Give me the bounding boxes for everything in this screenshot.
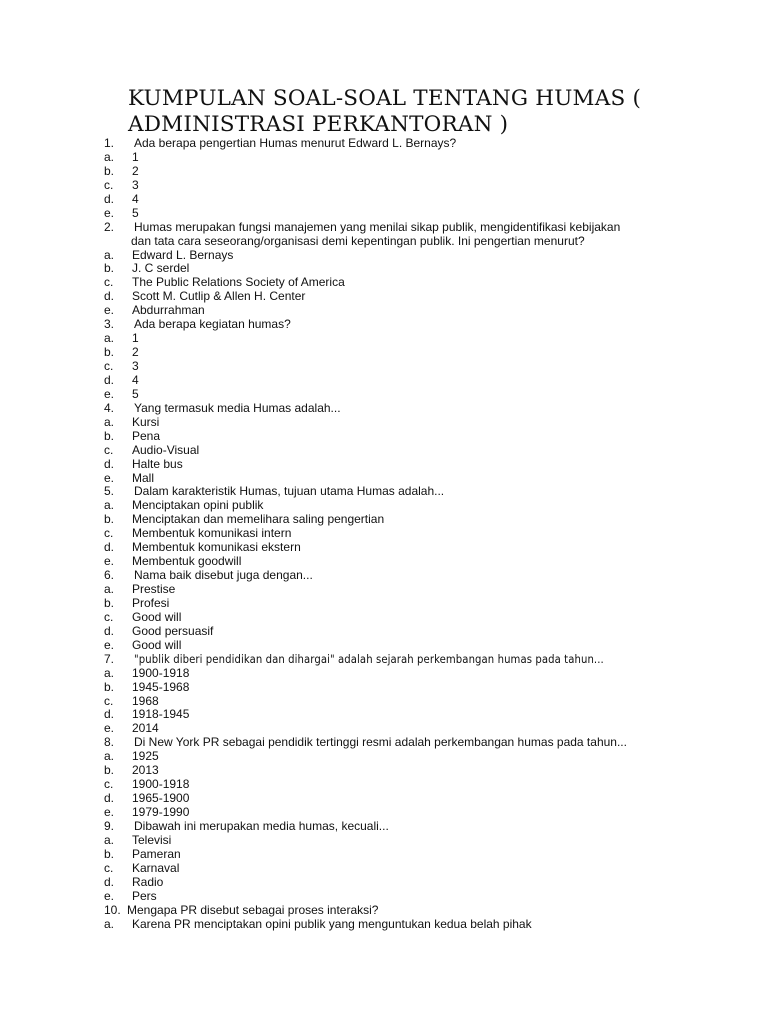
question-text: Ada berapa pengertian Humas menurut Edward L. Bernays? [134,136,457,150]
question-1 [104,137,734,151]
option-text: Membentuk goodwill [132,554,242,569]
option-letter: b. [104,679,115,694]
option-text: Membentuk komunikasi ekstern [132,540,301,555]
question-text: "publik diberi pendidikan dan dihargai" adalah sejarah perkembangan humas pada tahun... [134,652,604,666]
option-letter: d. [104,874,115,889]
answer-option [104,890,734,904]
option-text: 2 [132,345,139,360]
question-text: Yang termasuk media Humas adalah... [134,400,341,415]
option-letter: d. [104,707,115,722]
answer-option [104,792,734,806]
option-text: Pena [132,428,161,443]
option-text: 1900-1918 [132,665,190,680]
option-letter: e. [104,637,115,652]
answer-option [104,193,734,207]
answer-option [104,332,734,346]
option-letter: a. [104,414,115,429]
answer-option [104,708,734,722]
option-letter: c. [104,177,114,192]
question-2 [104,221,734,249]
question-text: Nama baik disebut juga dengan... [134,568,313,583]
question-number: 3. [104,317,115,332]
option-letter: c. [104,442,114,457]
answer-option [104,583,734,597]
answer-option [104,597,734,611]
option-text: Menciptakan dan memelihara saling pengertian [132,512,385,527]
question-4 [104,402,734,416]
question-5 [104,485,734,499]
question-number: 1. [104,136,115,150]
question-text: Di New York PR sebagai pendidik tertinggi resmi adalah perkembangan humas pada tahun... [134,735,627,750]
option-letter: c. [104,693,114,708]
answer-option [104,360,734,374]
option-text: 1965-1900 [132,791,190,806]
question-text [131,219,621,249]
answer-option [104,834,734,848]
option-text: 1945-1968 [132,679,190,694]
document-title [128,86,728,138]
answer-option [104,806,734,820]
answer-option [104,430,734,444]
option-text: Good persuasif [132,623,214,638]
option-letter: c. [104,860,114,875]
option-text: Radio [132,874,164,889]
question-text-line-2: dan tata cara seseorang/organisasi demi kepentingan publik. Ini pengertian menurut? [131,233,585,248]
answer-option [104,513,734,527]
answer-option [104,179,734,193]
option-text: Halte bus [132,456,183,471]
answer-option [104,667,734,681]
option-letter: c. [104,526,114,541]
answer-option [104,444,734,458]
answer-option [104,541,734,555]
option-text: Membentuk komunikasi intern [132,526,292,541]
option-text: 1900-1918 [132,777,190,792]
option-letter: e. [104,470,115,485]
answer-option [104,876,734,890]
option-text: 1925 [132,749,159,764]
option-letter: e. [104,386,115,401]
option-letter: d. [104,372,115,387]
option-letter: e. [104,888,115,903]
option-letter: e. [104,721,115,736]
option-text: Abdurrahman [132,303,205,318]
answer-option [104,764,734,778]
question-number: 10. [104,902,121,917]
option-letter: b. [104,846,115,861]
option-text: 4 [132,191,139,206]
answer-option [104,611,734,625]
answer-option [104,374,734,388]
option-letter: b. [104,163,115,178]
question-number: 4. [104,400,115,415]
answer-option [104,346,734,360]
option-text: 3 [132,359,139,374]
option-letter: c. [104,275,114,290]
option-text: Kursi [132,414,160,429]
option-text: Profesi [132,595,170,610]
option-letter: a. [104,749,115,764]
option-letter: e. [104,303,115,318]
option-text: Audio-Visual [132,442,200,457]
answer-option [104,304,734,318]
answer-option [104,388,734,402]
option-text: Televisi [132,832,172,847]
option-letter: b. [104,428,115,443]
option-text: Prestise [132,582,176,597]
option-text: Good will [132,637,182,652]
question-text: Dibawah ini merupakan media humas, kecuali... [134,818,389,833]
option-text: J. C serdel [132,261,190,276]
answer-option [104,555,734,569]
option-text: Scott M. Cutlip & Allen H. Center [132,289,306,304]
answer-option [104,262,734,276]
option-letter: d. [104,456,115,471]
option-letter: d. [104,289,115,304]
option-text: Karnaval [132,860,180,875]
question-number: 7. [104,651,115,666]
question-text: Mengapa PR disebut sebagai proses interaksi? [127,902,379,917]
answer-option [104,681,734,695]
answer-option [104,722,734,736]
option-letter: a. [104,331,115,346]
option-letter: a. [104,582,115,597]
question-list [104,137,734,931]
answer-option [104,625,734,639]
question-10 [104,904,734,918]
answer-option [104,918,734,932]
option-letter: b. [104,261,115,276]
answer-option [104,499,734,513]
answer-option [104,527,734,541]
answer-option [104,750,734,764]
answer-option [104,151,734,165]
option-text: Mall [132,470,155,485]
option-letter: b. [104,345,115,360]
option-letter: b. [104,512,115,527]
answer-option [104,276,734,290]
question-3 [104,318,734,332]
option-text: 3 [132,177,139,192]
option-text: 1918-1945 [132,707,190,722]
option-letter: a. [104,916,115,931]
option-letter: b. [104,595,115,610]
answer-option [104,862,734,876]
question-number: 8. [104,735,115,750]
option-letter: d. [104,791,115,806]
answer-option [104,165,734,179]
answer-option [104,416,734,430]
question-text-line-1: Humas merupakan fungsi manajemen yang menilai sikap publik, mengidentifikasi kebijakan [134,219,621,234]
option-letter: a. [104,665,115,680]
question-number: 9. [104,818,115,833]
option-text: Pers [132,888,157,903]
option-letter: e. [104,205,115,220]
option-text: 1 [132,331,139,346]
answer-option [104,207,734,221]
answer-option [104,290,734,304]
answer-option [104,778,734,792]
question-6 [104,569,734,583]
option-letter: a. [104,832,115,847]
option-letter: e. [104,554,115,569]
option-text: Karena PR menciptakan opini publik yang menguntukan kedua belah pihak [132,916,532,931]
option-text: 1 [132,149,139,164]
title-line-1: KUMPULAN SOAL-SOAL TENTANG HUMAS ( [128,86,642,111]
option-letter: c. [104,609,114,624]
option-text: Good will [132,609,182,624]
option-letter: d. [104,623,115,638]
option-text: Edward L. Bernays [132,247,234,262]
answer-option [104,695,734,709]
question-number: 2. [104,219,115,234]
option-text: Menciptakan opini publik [132,498,264,513]
option-text: 2013 [132,763,159,778]
option-text: 4 [132,372,139,387]
answer-option [104,848,734,862]
question-7 [104,653,734,667]
answer-option [104,249,734,263]
answer-option [104,639,734,653]
answer-option [104,472,734,486]
option-letter: e. [104,805,115,820]
question-text: Dalam karakteristik Humas, tujuan utama Humas adalah... [134,484,445,499]
question-number: 5. [104,484,115,499]
option-letter: d. [104,191,115,206]
option-text: The Public Relations Society of America [132,275,345,290]
option-letter: a. [104,498,115,513]
question-9 [104,820,734,834]
option-letter: c. [104,359,114,374]
question-text: Ada berapa kegiatan humas? [134,317,291,332]
question-number: 6. [104,568,115,583]
answer-option [104,458,734,472]
option-text: 1979-1990 [132,805,190,820]
title-line-2: ADMINISTRASI PERKANTORAN ) [128,112,509,137]
option-text: 1968 [132,693,159,708]
option-letter: a. [104,149,115,164]
option-letter: b. [104,763,115,778]
option-text: 2014 [132,721,159,736]
option-text: 5 [132,386,139,401]
question-8 [104,736,734,750]
option-text: 5 [132,205,139,220]
option-letter: d. [104,540,115,555]
option-text: Pameran [132,846,181,861]
option-letter: a. [104,247,115,262]
option-letter: c. [104,777,114,792]
option-text: 2 [132,163,139,178]
